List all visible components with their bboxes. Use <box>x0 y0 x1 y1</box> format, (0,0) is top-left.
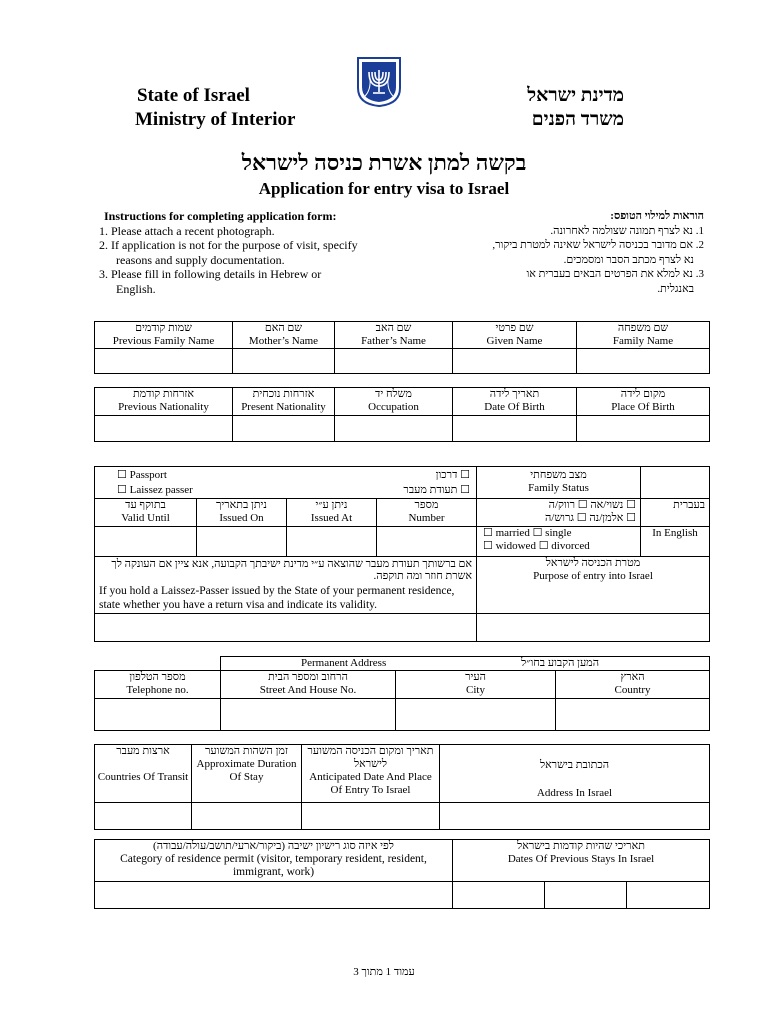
ministry-name-he: משרד הפנים <box>531 109 624 130</box>
field-address-in-israel[interactable] <box>440 803 710 830</box>
header-given-name: שם פרטי Given Name <box>453 322 577 349</box>
field-family-name[interactable] <box>577 349 710 374</box>
field-purpose-of-entry[interactable] <box>477 614 710 642</box>
title-he: בקשה למתן אשרת כניסה לישראל <box>241 150 527 175</box>
field-return-visa[interactable] <box>95 614 477 642</box>
laissez-passer-note: אם ברשותך תעודת מעבר שהוצאה ע״י מדינת ישיבתך הקבועה, אנא ציין אם העונקה לך אשרת חוזר ומה תוקפה. If you hold a Laissez-Passer issued by the State of your permanent residence, state whether you have a return visa and indicate its validity. <box>95 557 477 614</box>
family-status-header: מצב משפחתי Family Status <box>477 467 641 499</box>
instruction-en-3: 3. Please fill in following details in Hebrew or <box>99 267 322 281</box>
header-family-name: שם משפחה Family Name <box>577 322 710 349</box>
field-previous-nationality[interactable] <box>95 416 233 442</box>
header-duration-of-stay: זמן השהות המשוער Approximate Duration Of Stay <box>192 745 302 803</box>
header-present-nationality: אזרחות נוכחית Present Nationality <box>233 388 335 416</box>
field-residence-category[interactable] <box>95 882 453 909</box>
field-date-of-birth[interactable] <box>453 416 577 442</box>
header-issued-at: ניתן ע״י Issued At <box>287 499 377 527</box>
field-telephone[interactable] <box>95 699 221 731</box>
instruction-en-1: 1. Please attach a recent photograph. <box>99 223 275 238</box>
page-number: עמוד 1 מתוך 3 <box>353 966 415 978</box>
status-he-options[interactable]: ☐ נשוי/אה ☐ רווק/ה ☐ אלמן/נה ☐ גרוש/ה <box>477 499 641 527</box>
header-address-in-israel: הכתובת בישראל Address In Israel <box>440 745 710 803</box>
field-issued-on[interactable] <box>197 527 287 557</box>
state-emblem <box>356 56 402 108</box>
instruction-en-2b: reasons and supply documentation. <box>116 252 285 267</box>
header-street: הרחוב ומספר הבית Street And House No. <box>221 671 396 699</box>
names-table <box>94 321 710 374</box>
header-previous-stays: תאריכי שהיות קודמות בישראל Dates Of Previous Stays In Israel <box>453 840 710 882</box>
field-number[interactable] <box>377 527 477 557</box>
header-city: העיר City <box>396 671 556 699</box>
title-en: Application for entry visa to Israel <box>258 179 510 198</box>
field-mothers-name[interactable] <box>233 349 335 374</box>
instruction-he-2b: נא לצרף מכתב הסבר ומסמכים. <box>563 253 694 266</box>
permanent-address-table <box>94 656 710 731</box>
in-hebrew-label: בעברית <box>641 499 710 527</box>
instruction-en-3b: English. <box>116 281 156 296</box>
header-mothers-name: שם האם Mother’s Name <box>233 322 335 349</box>
field-place-of-birth[interactable] <box>577 416 710 442</box>
documents-table <box>94 466 710 642</box>
instruction-he-2: 2. אם מדובר בכניסה לישראל שאינה למטרת ביקור, <box>492 239 704 251</box>
field-duration-of-stay[interactable] <box>192 803 302 830</box>
travel-table <box>94 744 710 830</box>
instruction-en-2: 2. If application is not for the purpose of visit, specify <box>99 238 358 252</box>
field-previous-stay-2[interactable] <box>545 882 627 909</box>
header-place-of-birth: מקום לידה Place Of Birth <box>577 388 710 416</box>
header-country: הארץ Country <box>556 671 710 699</box>
instructions-title-en: Instructions for completing application form: <box>104 209 337 223</box>
field-previous-stay-3[interactable] <box>627 882 710 909</box>
state-name-en: State of Israel <box>137 85 250 106</box>
header-valid-until: בתוקף עד Valid Until <box>95 499 197 527</box>
darkon-option[interactable]: ☐ דרכון <box>435 469 470 481</box>
field-previous-stay-1[interactable] <box>453 882 545 909</box>
instructions-title-he: הוראות למילוי הטופס: <box>610 210 704 222</box>
field-country[interactable] <box>556 699 710 731</box>
residence-table <box>94 839 710 909</box>
in-english-label: In English <box>641 527 710 557</box>
header-telephone: מספר הטלפון Telephone no. <box>95 671 221 699</box>
purpose-of-entry-header: מטרת הכניסה לישראל Purpose of entry into Israel <box>477 557 710 614</box>
family-status-blank <box>641 467 710 499</box>
passport-option[interactable]: ☐ Passport <box>117 469 167 481</box>
header-countries-of-transit: ארצות מעבר Countries Of Transit <box>95 745 192 803</box>
field-present-nationality[interactable] <box>233 416 335 442</box>
nationality-table <box>94 387 710 442</box>
header-residence-category: לפי איזה סוג רישיון ישיבה (ביקור/ארעי/תושב/עולה/עבודה) Category of residence permit (visitor, temporary resident, resident, immigrant, work) <box>95 840 453 882</box>
instructions-he <box>404 209 704 296</box>
document-type-cell <box>95 467 477 499</box>
status-en-options[interactable]: ☐ married ☐ single ☐ widowed ☐ divorced <box>477 527 641 557</box>
header-previous-family-name: שמות קודמים Previous Family Name <box>95 322 233 349</box>
teudat-maavar-option[interactable]: ☐ תעודת מעבר <box>403 484 470 496</box>
field-previous-family-name[interactable] <box>95 349 233 374</box>
header-date-place-entry: תאריך ומקום הכניסה המשוער לישראל Anticipated Date And Place Of Entry To Israel <box>302 745 440 803</box>
field-fathers-name[interactable] <box>335 349 453 374</box>
header-fathers-name: שם האב Father’s Name <box>335 322 453 349</box>
header-issued-on: ניתן בתאריך Issued On <box>197 499 287 527</box>
header-previous-nationality: אזרחות קודמת Previous Nationality <box>95 388 233 416</box>
instruction-he-3b: באנגלית. <box>657 282 694 295</box>
field-occupation[interactable] <box>335 416 453 442</box>
permanent-address-header: Permanent Address המען הקבוע בחו״ל <box>221 657 710 671</box>
field-valid-until[interactable] <box>95 527 197 557</box>
field-given-name[interactable] <box>453 349 577 374</box>
instruction-he-1: 1. נא לצרף תמונה שצולמה לאחרונה. <box>550 224 704 237</box>
state-name-he: מדינת ישראל <box>527 85 624 106</box>
field-city[interactable] <box>396 699 556 731</box>
header-number: מספר Number <box>377 499 477 527</box>
field-street[interactable] <box>221 699 396 731</box>
instruction-he-3: 3. נא למלא את הפרטים הבאים בעברית או <box>526 268 704 280</box>
header-occupation: משלח יד Occupation <box>335 388 453 416</box>
header-date-of-birth: תאריך לידה Date Of Birth <box>453 388 577 416</box>
field-date-place-entry[interactable] <box>302 803 440 830</box>
field-issued-at[interactable] <box>287 527 377 557</box>
instructions-en <box>99 209 399 296</box>
ministry-name-en: Ministry of Interior <box>135 109 296 130</box>
laissez-passer-option[interactable]: ☐ Laissez passer <box>117 484 193 496</box>
field-countries-of-transit[interactable] <box>95 803 192 830</box>
blank-corner <box>95 657 221 671</box>
